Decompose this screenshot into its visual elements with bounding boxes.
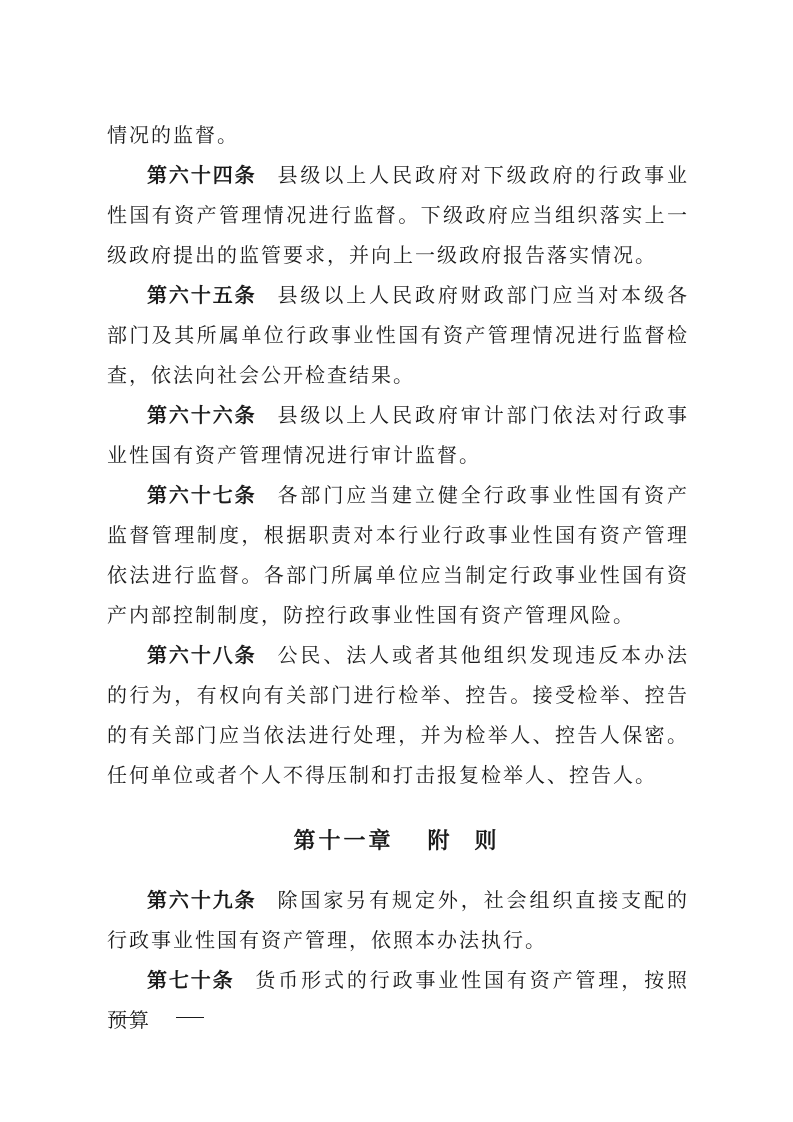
article-number: 第六十九条	[147, 888, 257, 912]
article-text: 各部门应当建立健全行政事业性国有资产监督管理制度，根据职责对本行业行政事业性国有资产管理依法进行监督。各部门所属单位应当制定行政事业性国有资产内部控制制度，防控行政事业性国有资产管理风险。	[107, 483, 690, 627]
chapter-number: 第十一章	[293, 829, 394, 854]
article-text: 县级以上人民政府审计部门依法对行政事业性国有资产管理情况进行审计监督。	[107, 403, 690, 467]
article-number: 第六十六条	[147, 403, 257, 427]
article-number: 第七十条	[147, 968, 235, 992]
article-67	[107, 475, 689, 635]
chapter-title-a: 附	[427, 829, 453, 854]
article-text: 除国家另有规定外，社会组织直接支配的行政事业性国有资产管理，依照本办法执行。	[107, 888, 690, 952]
article-text: 县级以上人民政府财政部门应当对本级各部门及其所属单位行政事业性国有资产管理情况进行监督检查，依法向社会公开检查结果。	[107, 283, 690, 387]
article-text: 货币形式的行政事业性国有资产管理，按照预算	[107, 968, 690, 1032]
article-64	[107, 155, 689, 275]
article-number: 第六十四条	[147, 163, 257, 187]
page-number-dash-right	[176, 1017, 204, 1018]
article-text: 公民、法人或者其他组织发现违反本办法的行为，有权向有关部门进行检举、控告。接受检举、控告的有关部门应当依法进行处理，并为检举人、控告人保密。任何单位或者个人不得压制和打击报复检举人、控告人。	[107, 643, 690, 787]
chapter-title-b: 则	[474, 829, 500, 854]
chapter-heading	[0, 822, 793, 862]
article-number: 第六十五条	[147, 283, 257, 307]
article-68	[107, 635, 689, 795]
article-number: 第六十七条	[147, 483, 257, 507]
lead-fragment: 情况的监督。	[107, 123, 239, 147]
article-65	[107, 275, 689, 395]
page-number-dash-left	[110, 1017, 138, 1018]
article-66	[107, 395, 689, 475]
article-number: 第六十八条	[147, 643, 257, 667]
article-text: 县级以上人民政府对下级政府的行政事业性国有资产管理情况进行监督。下级政府应当组织落实上一级政府提出的监管要求，并向上一级政府报告落实情况。	[107, 163, 690, 267]
article-69	[107, 880, 689, 960]
article-70	[107, 960, 689, 1040]
page-number	[110, 1004, 204, 1028]
